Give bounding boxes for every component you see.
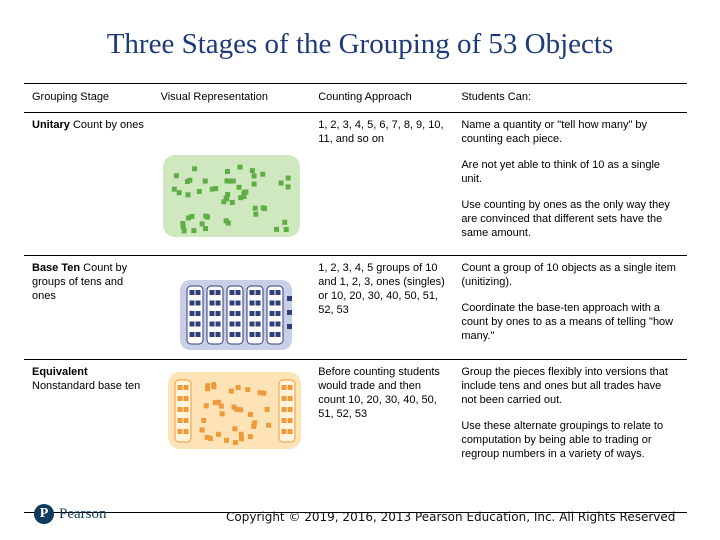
- ten-piece: [269, 301, 274, 306]
- ten-piece: [183, 385, 188, 390]
- loose-piece: [236, 185, 241, 190]
- loose-piece: [203, 226, 208, 231]
- ten-piece: [287, 418, 292, 423]
- ten-piece: [209, 301, 214, 306]
- pearson-wordmark: Pearson: [59, 505, 107, 522]
- loose-piece: [199, 427, 204, 432]
- ten-piece: [281, 407, 286, 412]
- student-skill: Group the pieces flexibly into versions that include tens and ones but all trades have not been carried out.: [461, 366, 668, 406]
- loose-piece: [245, 387, 250, 392]
- copyright-notice: Copyright © 2019, 2016, 2013 Pearson Education, Inc. All Rights Reserved: [226, 510, 676, 524]
- student-skill: Use these alternate groupings to relate to computation by being able to trading or regroup numbers in a variety of ways.: [461, 420, 664, 460]
- loose-piece: [251, 182, 256, 187]
- grouping-stages-table: [24, 83, 687, 513]
- ten-piece: [177, 396, 182, 401]
- ten-piece: [255, 290, 260, 295]
- loose-piece: [192, 166, 197, 171]
- loose-piece: [199, 221, 204, 226]
- ten-piece: [209, 311, 214, 316]
- loose-piece: [260, 172, 265, 177]
- loose-piece: [201, 418, 206, 423]
- loose-piece: [232, 426, 237, 431]
- ten-piece: [183, 396, 188, 401]
- ten-piece: [275, 301, 280, 306]
- ten-piece: [287, 385, 292, 390]
- ten-piece: [177, 407, 182, 412]
- loose-piece: [229, 200, 234, 205]
- loose-piece: [228, 389, 233, 394]
- nonstandard-grouping-illustration: [153, 360, 310, 508]
- loose-piece: [248, 412, 253, 417]
- ten-piece: [177, 418, 182, 423]
- loose-piece: [235, 385, 240, 390]
- stage-name: Equivalent: [32, 366, 88, 378]
- stage-name: Base Ten: [32, 262, 81, 274]
- one-piece: [287, 296, 292, 301]
- ten-piece: [215, 311, 220, 316]
- loose-piece: [209, 187, 214, 192]
- ten-piece: [269, 322, 274, 327]
- student-skill: Use counting by ones as the only way they are convinced that different sets have the same amount.: [461, 199, 670, 239]
- student-skill: Are not yet able to think of 10 as a single unit.: [461, 159, 661, 185]
- pearson-p-icon: P: [34, 504, 54, 524]
- ten-piece: [209, 322, 214, 327]
- counting-cell: 1, 2, 3, 4, 5, 6, 7, 8, 9, 10, 11, and so on: [310, 113, 453, 256]
- stage-description: Count by groups of tens and ones: [32, 262, 128, 302]
- ten-frame: [175, 380, 191, 442]
- one-piece: [287, 310, 292, 315]
- ten-piece: [281, 418, 286, 423]
- ten-piece: [235, 290, 240, 295]
- loose-piece: [196, 189, 201, 194]
- loose-piece: [253, 212, 258, 217]
- stage-cell: [24, 113, 153, 256]
- ten-piece: [255, 322, 260, 327]
- loose-piece: [185, 192, 190, 197]
- base-ten-pieces: [187, 286, 292, 344]
- loose-piece: [186, 215, 191, 220]
- ten-piece: [195, 311, 200, 316]
- loose-piece: [225, 221, 230, 226]
- stage-name: Unitary: [32, 119, 70, 131]
- ten-piece: [249, 290, 254, 295]
- ten-piece: [183, 407, 188, 412]
- loose-piece: [252, 420, 257, 425]
- loose-piece: [207, 436, 212, 441]
- ten-piece: [189, 301, 194, 306]
- loose-piece: [285, 184, 290, 189]
- loose-piece: [264, 407, 269, 412]
- ten-piece: [189, 290, 194, 295]
- one-piece: [287, 324, 292, 329]
- students-cell: [453, 256, 687, 360]
- loose-piece: [225, 169, 230, 174]
- loose-piece: [180, 224, 185, 229]
- loose-piece: [285, 176, 290, 181]
- ten-piece: [209, 332, 214, 337]
- ten-piece: [249, 311, 254, 316]
- loose-piece: [283, 227, 288, 232]
- ten-piece: [177, 385, 182, 390]
- ten-piece: [229, 311, 234, 316]
- loose-piece: [247, 434, 252, 439]
- student-skill: Coordinate the base-ten approach with a count by ones to as a means of telling "how many.": [461, 302, 674, 342]
- ten-frame: [279, 380, 295, 442]
- ten-piece: [209, 290, 214, 295]
- loose-piece: [239, 436, 244, 441]
- ten-piece: [255, 301, 260, 306]
- loose-piece: [231, 405, 236, 410]
- loose-piece: [205, 386, 210, 391]
- ten-piece: [215, 322, 220, 327]
- ten-piece: [215, 290, 220, 295]
- loose-piece: [219, 411, 224, 416]
- ten-frame: [227, 286, 243, 344]
- ten-piece: [275, 311, 280, 316]
- ten-piece: [229, 322, 234, 327]
- stage-description: Nonstandard base ten: [32, 380, 141, 392]
- loose-piece: [203, 403, 208, 408]
- students-cell: [453, 113, 687, 256]
- counting-cell: Before counting students would trade and then count 10, 20, 30, 40, 50, 51, 52, 53: [310, 360, 453, 513]
- visual-cell: [153, 360, 311, 513]
- ten-piece: [275, 322, 280, 327]
- ten-piece: [229, 301, 234, 306]
- ten-piece: [189, 311, 194, 316]
- table-header-row: [24, 84, 687, 113]
- loose-piece: [216, 432, 221, 437]
- header-grouping-stage: Grouping Stage: [24, 84, 153, 113]
- ten-piece: [287, 429, 292, 434]
- loose-piece: [249, 168, 254, 173]
- loose-piece: [282, 220, 287, 225]
- loose-piece: [176, 190, 181, 195]
- loose-piece: [224, 438, 229, 443]
- ten-piece: [235, 301, 240, 306]
- loose-piece: [218, 404, 223, 409]
- ten-frame: [247, 286, 263, 344]
- ten-piece: [255, 332, 260, 337]
- stage-description: Count by ones: [69, 119, 144, 131]
- table-row-equivalent: [24, 360, 687, 513]
- loose-pieces-illustration: [153, 113, 310, 251]
- ten-piece: [215, 301, 220, 306]
- ten-piece: [281, 385, 286, 390]
- loose-piece: [238, 407, 243, 412]
- ten-piece: [183, 429, 188, 434]
- loose-piece: [227, 179, 232, 184]
- ten-piece: [235, 332, 240, 337]
- ten-piece: [229, 332, 234, 337]
- table-row-base-ten: [24, 256, 687, 360]
- loose-piece: [266, 423, 271, 428]
- ten-frame: [187, 286, 203, 344]
- counting-cell: 1, 2, 3, 4, 5 groups of 10 and 1, 2, 3, ones (singles) or 10, 20, 30, 40, 50, 51, 52, 53: [310, 256, 453, 360]
- loose-piece: [238, 432, 243, 437]
- ten-piece: [269, 332, 274, 337]
- ten-piece: [255, 311, 260, 316]
- loose-piece: [181, 228, 186, 233]
- ten-piece: [235, 311, 240, 316]
- stage-cell: [24, 360, 153, 513]
- loose-piece: [187, 178, 192, 183]
- ten-piece: [195, 332, 200, 337]
- header-visual-representation: Visual Representation: [153, 84, 311, 113]
- visual-cell: [153, 113, 311, 256]
- loose-piece: [202, 179, 207, 184]
- loose-piece: [260, 205, 265, 210]
- ten-piece: [275, 290, 280, 295]
- pearson-logo: [34, 504, 107, 524]
- ten-piece: [229, 290, 234, 295]
- loose-piece: [278, 181, 283, 186]
- loose-piece: [203, 214, 208, 219]
- visual-cell: [153, 256, 311, 360]
- loose-piece: [241, 194, 246, 199]
- loose-piece: [211, 382, 216, 387]
- slide-title: Three Stages of the Grouping of 53 Objects: [106, 28, 614, 60]
- loose-piece: [274, 227, 279, 232]
- loose-piece: [252, 206, 257, 211]
- ten-piece: [235, 322, 240, 327]
- ten-piece: [249, 322, 254, 327]
- loose-piece: [232, 440, 237, 445]
- ten-piece: [281, 396, 286, 401]
- stage-cell: [24, 256, 153, 360]
- loose-piece: [191, 228, 196, 233]
- ten-piece: [195, 290, 200, 295]
- ten-piece: [249, 301, 254, 306]
- ten-piece: [287, 396, 292, 401]
- ten-piece: [287, 407, 292, 412]
- ten-piece: [195, 322, 200, 327]
- ten-piece: [275, 332, 280, 337]
- ten-piece: [269, 290, 274, 295]
- header-students-can: Students Can:: [453, 84, 687, 113]
- students-cell: [453, 360, 687, 513]
- ten-piece: [189, 322, 194, 327]
- ten-frame: [267, 286, 283, 344]
- ten-piece: [177, 429, 182, 434]
- ten-frame: [207, 286, 223, 344]
- ten-piece: [189, 332, 194, 337]
- loose-piece: [212, 400, 217, 405]
- ten-piece: [195, 301, 200, 306]
- loose-piece: [225, 192, 230, 197]
- ten-piece: [215, 332, 220, 337]
- student-skill: Name a quantity or "tell how many" by counting each piece.: [461, 119, 648, 145]
- table-row-unitary: [24, 113, 687, 256]
- loose-piece: [171, 187, 176, 192]
- student-skill: Count a group of 10 objects as a single item (unitizing).: [461, 262, 676, 288]
- ten-frames-illustration: [153, 256, 310, 355]
- ten-piece: [269, 311, 274, 316]
- loose-piece: [251, 173, 256, 178]
- loose-piece: [173, 173, 178, 178]
- loose-piece: [237, 165, 242, 170]
- ten-piece: [249, 332, 254, 337]
- ten-piece: [183, 418, 188, 423]
- loose-piece: [257, 390, 262, 395]
- ten-piece: [281, 429, 286, 434]
- header-counting-approach: Counting Approach: [310, 84, 453, 113]
